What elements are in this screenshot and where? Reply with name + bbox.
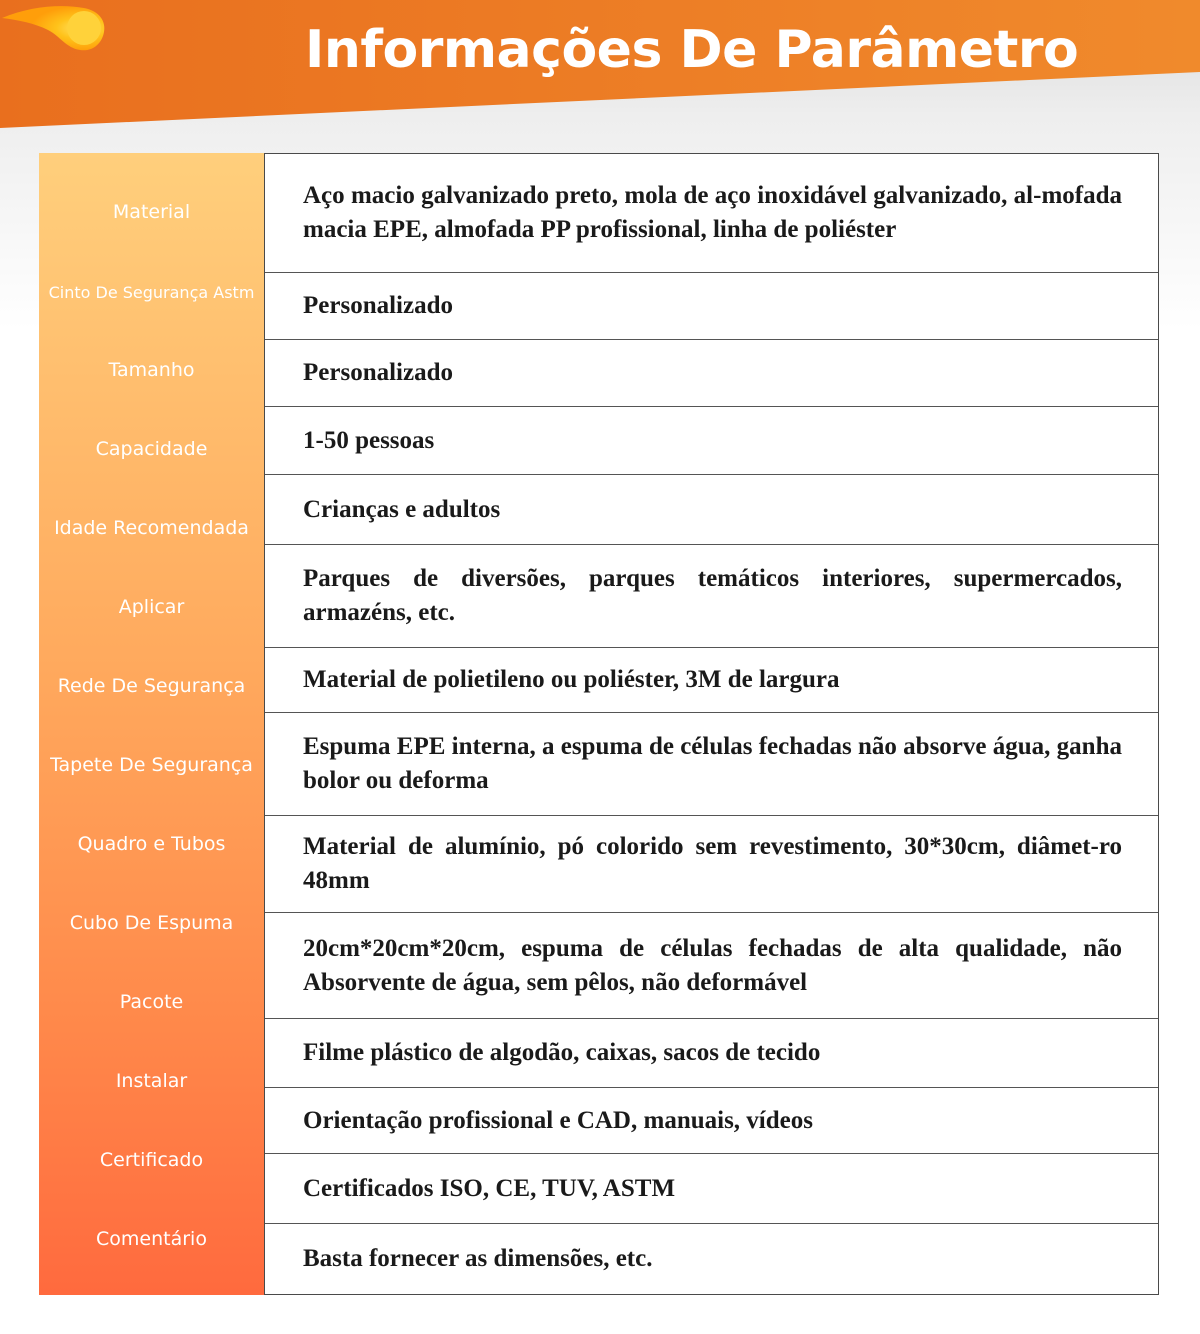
- label-material: Material: [112, 201, 191, 223]
- table-row: [265, 816, 1158, 913]
- table-row: [265, 713, 1158, 816]
- label-comment: Comentário: [96, 1228, 207, 1250]
- value-age: Crianças e adultos: [303, 495, 501, 523]
- comet-icon: [0, 0, 110, 60]
- value-certificate: Certificados ISO, CE, TUV, ASTM: [303, 1174, 676, 1202]
- value-size: Personalizado: [303, 359, 453, 386]
- page-title: Informações De Parâmetro: [305, 20, 1079, 80]
- label-safety-mat: Tapete De Segurança: [50, 754, 253, 776]
- table-row: [265, 1088, 1158, 1154]
- value-seat-belt: Personalizado: [303, 292, 453, 319]
- table-row: [265, 340, 1158, 407]
- label-capacity: Capacidade: [95, 438, 208, 460]
- value-frame-tubes: Material de alumínio, pó colorido sem revestimento, 30*30cm, diâmet-ro 48mm: [303, 833, 1122, 894]
- table-row: [265, 154, 1158, 273]
- label-apply: Aplicar: [118, 596, 185, 618]
- value-material: Aço macio galvanizado preto, mola de aço inoxidável galvanizado, al-mofada macia EPE, almofada PP profissional, linha de poliéster: [303, 182, 1122, 243]
- value-package: Filme plástico de algodão, caixas, sacos de tecido: [303, 1039, 821, 1066]
- table-row: [265, 407, 1158, 475]
- header-banner: [0, 0, 1200, 128]
- table-row: [265, 273, 1158, 340]
- value-safety-mat: Espuma EPE interna, a espuma de células fechadas não absorve água, ganha bolor ou deforma: [303, 733, 1122, 794]
- value-capacity: 1-50 pessoas: [303, 426, 435, 454]
- label-column: [39, 153, 264, 1295]
- value-safety-net: Material de polietileno ou poliéster, 3M de largura: [303, 666, 840, 693]
- label-safety-net: Rede De Segurança: [57, 675, 246, 697]
- table-row: [265, 648, 1158, 713]
- value-comment: Basta fornecer as dimensões, etc.: [303, 1245, 653, 1272]
- value-column: [264, 153, 1159, 1295]
- table-row: [265, 1019, 1158, 1088]
- label-age: Idade Recomendada: [54, 517, 249, 539]
- table-row: [265, 475, 1158, 545]
- value-apply: Parques de diversões, parques temáticos interiores, supermercados, armazéns, etc.: [303, 565, 1122, 626]
- label-foam-cube: Cubo De Espuma: [69, 912, 234, 934]
- label-certificate: Certificado: [99, 1149, 204, 1171]
- value-foam-cube: 20cm*20cm*20cm, espuma de células fechadas de alta qualidade, não Absorvente de água, sem pêlos, não deformável: [303, 934, 1122, 996]
- value-install: Orientação profissional e CAD, manuais, vídeos: [303, 1106, 813, 1134]
- label-seat-belt: Cinto De Segurança Astm: [48, 283, 255, 302]
- label-install: Instalar: [115, 1070, 188, 1092]
- table-row: [265, 1224, 1158, 1294]
- label-package: Pacote: [119, 991, 184, 1013]
- table-row: [265, 1154, 1158, 1224]
- label-size: Tamanho: [108, 359, 195, 381]
- label-frame-tubes: Quadro e Tubos: [77, 833, 226, 855]
- table-row: [265, 913, 1158, 1019]
- table-row: [265, 545, 1158, 648]
